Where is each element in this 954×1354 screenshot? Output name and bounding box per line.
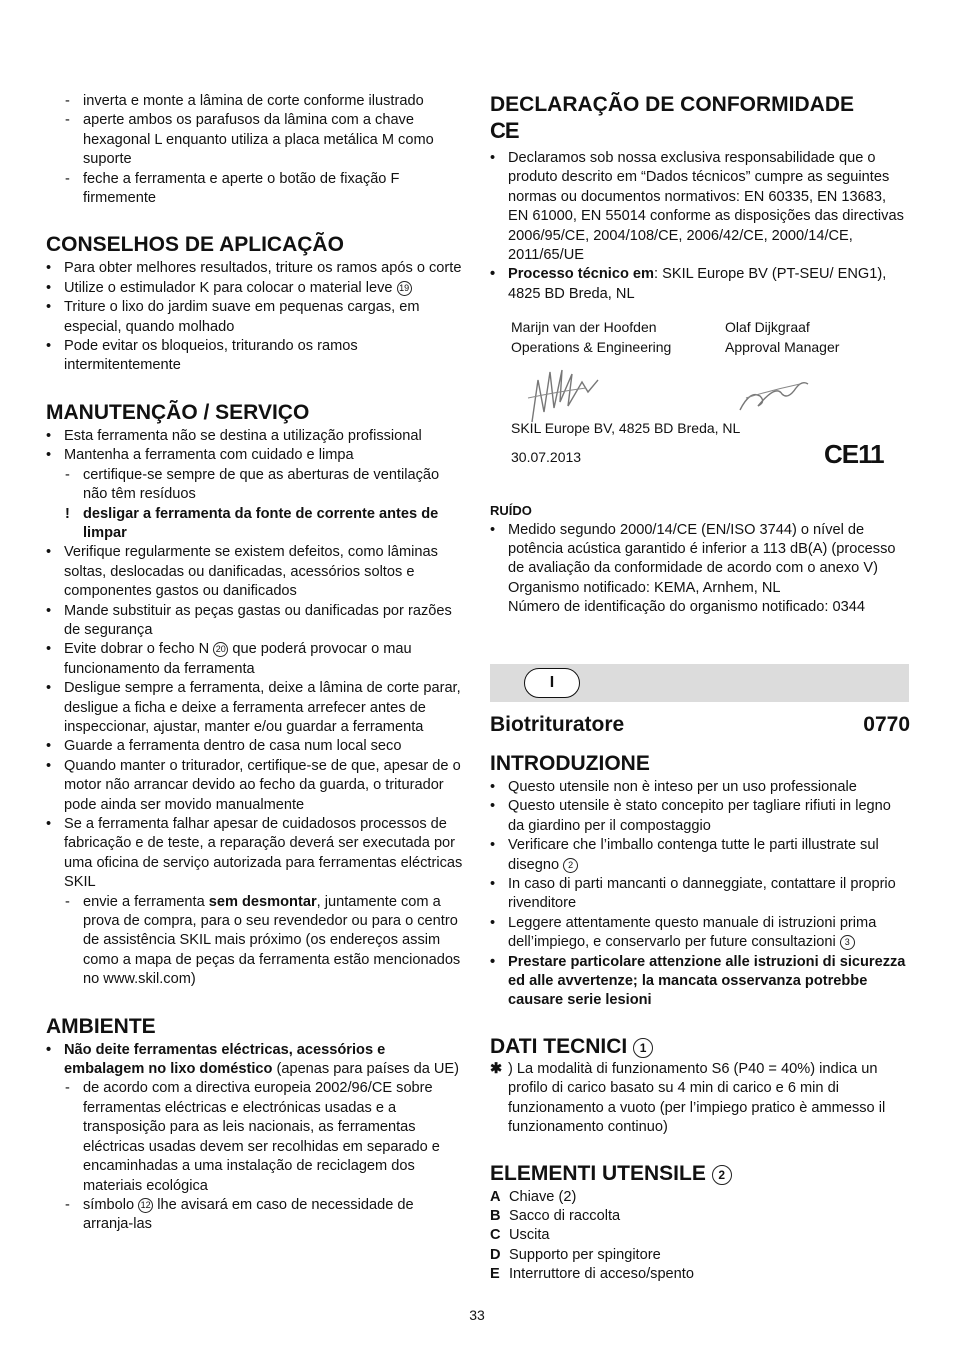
list-item: • Questo utensile non è inteso per un uso professionale	[490, 779, 857, 795]
list-item: • Processo técnico em: SKIL Europe BV (PT-SEU/ ENG1), 4825 BD Breda, NL	[490, 266, 887, 302]
warning-item: ! desligar a ferramenta da fonte de corrente antes de limpar	[65, 505, 439, 541]
signatory-title: Operations & Engineering	[511, 338, 672, 355]
conselhos-list	[46, 259, 464, 375]
signature-image	[736, 370, 816, 416]
asterisk-icon: ✱	[490, 1060, 503, 1077]
manutencao-list	[46, 427, 464, 990]
list-item: • In caso di parti mancanti o danneggiate, contattare il proprio rivenditore	[490, 876, 896, 912]
list-item: D Supporto per spingitore	[490, 1246, 661, 1263]
list-item: • Declaramos sob nossa exclusiva responsabilidade que o produto descrito em “Dados técnicos” cumpre as seguintes normas ou documentos normativos: EN 60335, EN 13683, EN 61000, EN 55014 conforme as disposições das directivas 2006/95/CE, 2004/108/CE, 2006/42/CE, 2000/14/CE, 2011/65/UE	[490, 150, 904, 264]
introduzione-list	[490, 778, 910, 1011]
list-item: • Utilize o estimulador K para colocar o material leve 19	[46, 279, 464, 298]
list-item: • Se a ferramenta falhar apesar de cuidadosos processos de fabricação e de teste, a reparação deverá ser executada por uma oficina de serviço autorizada para ferramentas eléctricas SKIL	[46, 816, 463, 891]
list-item: C Uscita	[490, 1227, 550, 1244]
language-code: I	[524, 668, 580, 698]
list-item: • Questo utensile è stato concepito per tagliare rifiuti in legno da giardino per il compostaggio	[490, 798, 891, 834]
list-subitem: - de acordo com a directiva europeia 2002/96/CE sobre ferramentas eléctricas e electrónicas usadas e a transposição para as leis nacionais, as ferramentas eléctricas usadas devem ser recolhidas em separado e encaminhadas a uma instalação de reciclagem dos materiais ecológica	[65, 1080, 440, 1194]
section-title-dati: DATI TECNICI 1	[490, 1034, 910, 1060]
list-item: Organismo notificado: KEMA, Arnhem, NL	[508, 579, 781, 596]
page-number: 33	[469, 1307, 485, 1323]
right-column	[490, 92, 910, 618]
ref-number: 20	[213, 642, 228, 657]
assembly-steps-list	[46, 92, 464, 208]
list-item: • Não deite ferramentas eléctricas, acessórios e embalagem no lixo doméstico (apenas para países da UE)	[46, 1041, 460, 1078]
section-title-manutencao: MANUTENÇÃO / SERVIÇO	[46, 400, 310, 424]
list-item: B Sacco di raccolta	[490, 1207, 621, 1224]
signatory-name: Olaf Dijkgraaf	[725, 319, 810, 336]
list-item: • Pode evitar os bloqueios, triturando os ramos intermitentemente	[46, 338, 358, 374]
list-item: - aperte ambos os parafusos da lâmina com a chave hexagonal L enquanto utiliza a placa metálica M como suporte	[65, 112, 434, 168]
list-item: - inverta e monte a lâmina de corte conforme ilustrado	[65, 93, 424, 109]
product-name: Biotrituratore	[490, 713, 625, 736]
signature-block	[490, 318, 910, 508]
section-title-introduzione: INTRODUZIONE	[490, 752, 650, 775]
ref-number: 2	[563, 858, 578, 873]
section-title-ambiente: AMBIENTE	[46, 1014, 156, 1038]
product-code: 0770	[863, 713, 910, 736]
list-item: ✱ ) La modalità di funzionamento S6 (P40 = 40%) indica un profilo di carico basato su 4 min di carico e 6 min di funzionamento a vuoto (per l’impiego pratico è ammesso il funzionamento continuo)	[490, 1060, 886, 1136]
signatory-name: Marijn van der Hoofden	[511, 319, 657, 336]
list-item: • Triture o lixo do jardim suave em pequenas cargas, em especial, quando molhado	[46, 299, 420, 335]
list-item: • Verificare che l’imballo contenga tutte le parti illustrate sul disegno 2	[490, 837, 879, 873]
list-item: E Interruttore di acceso/spento	[490, 1266, 694, 1283]
parts-list	[490, 1188, 910, 1285]
section-title-ruido: RUÍDO	[490, 503, 532, 519]
ruido-list	[490, 521, 910, 618]
ref-number: 2	[712, 1165, 732, 1185]
list-item: • Quando manter o triturador, certifique-se de que, apesar de o motor não arrancar devido ao fecho da guarda, o triturador pode ainda ser movido manualmente	[46, 757, 461, 813]
ref-number: 12	[138, 1198, 153, 1213]
list-item: A Chiave (2)	[490, 1188, 577, 1205]
list-subitem: - envie a ferramenta sem desmontar, juntamente com a prova de compra, para o seu revendedor ou para o centro de assistência SKIL mais próximo (os endereços assim como a mapa de peças da ferramenta estão mencionados no www.skil.com)	[65, 893, 461, 988]
list-item: • Mantenha a ferramenta com cuidado e limpa	[46, 447, 354, 464]
list-item: • Desligue sempre a ferramenta, deixe a lâmina de corte parar, desligue a ficha e deixe a ferramenta arrefecer antes de inspeccionar, ajustar, manter e/ou guardar a ferramenta	[46, 680, 461, 735]
section-title-elementi: ELEMENTI UTENSILE 2	[490, 1161, 910, 1187]
list-item: • Verifique regularmente se existem defeitos, como lâminas soltas, deslocadas ou danificadas, acessórios soltos e componentes gastos ou danificados	[46, 544, 438, 600]
list-item: Número de identificação do organismo notificado: 0344	[508, 599, 865, 616]
signatory-title: Approval Manager	[725, 338, 840, 355]
section-title-declaracao: DECLARAÇÃO DE CONFORMIDADE	[490, 93, 854, 116]
list-subitem: - símbolo 12 lhe avisará em caso de necessidade de arranja-las	[65, 1196, 414, 1233]
ref-number: 1	[633, 1038, 653, 1058]
declaracao-list	[490, 149, 910, 304]
declaration-date: 30.07.2013	[511, 449, 582, 466]
list-item: • Esta ferramenta não se destina a utilização profissional	[46, 427, 422, 444]
company-address: SKIL Europe BV, 4825 BD Breda, NL	[511, 420, 741, 437]
language-bar	[490, 664, 909, 702]
ambiente-list	[46, 1041, 464, 1235]
list-item: • Mande substituir as peças gastas ou danificadas por razões de segurança	[46, 602, 452, 638]
list-item: • Evite dobrar o fecho N 20 que poderá provocar o mau funcionamento da ferramenta	[46, 641, 412, 677]
section-title-conselhos: CONSELHOS DE APLICAÇÃO	[46, 233, 344, 257]
right-column-italian	[490, 712, 910, 1285]
list-item: • Prestare particolare attenzione alle istruzioni di sicurezza ed alle avvertenze; la mancata osservanza potrebbe causare serie lesioni	[490, 953, 906, 1009]
ce-mark-icon: CE11	[824, 439, 884, 470]
left-column	[46, 92, 464, 1235]
list-item: - feche a ferramenta e aperte o botão de fixação F firmemente	[65, 170, 400, 207]
dati-list	[490, 1060, 910, 1138]
list-item: • Leggere attentamente questo manuale di istruzioni prima dell’impiego, e conservarlo per future consultazioni 3	[490, 914, 877, 951]
list-item: • Guarde a ferramenta dentro de casa num local seco	[46, 738, 402, 755]
ref-number: 19	[397, 281, 412, 296]
list-item: • Medido segundo 2000/14/CE (EN/ISO 3744) o nível de potência acústica garantido é inferior a 113 dB(A) (processo de avaliação da conformidade de acordo com o anexo V)	[490, 521, 896, 577]
list-item: • Para obter melhores resultados, triture os ramos após o corte	[46, 260, 462, 277]
product-header	[490, 712, 910, 738]
ce-mark-icon: CE	[490, 118, 519, 143]
list-subitem: - certifique-se sempre de que as aberturas de ventilação não têm resíduos	[65, 466, 440, 503]
ref-number: 3	[840, 935, 855, 950]
